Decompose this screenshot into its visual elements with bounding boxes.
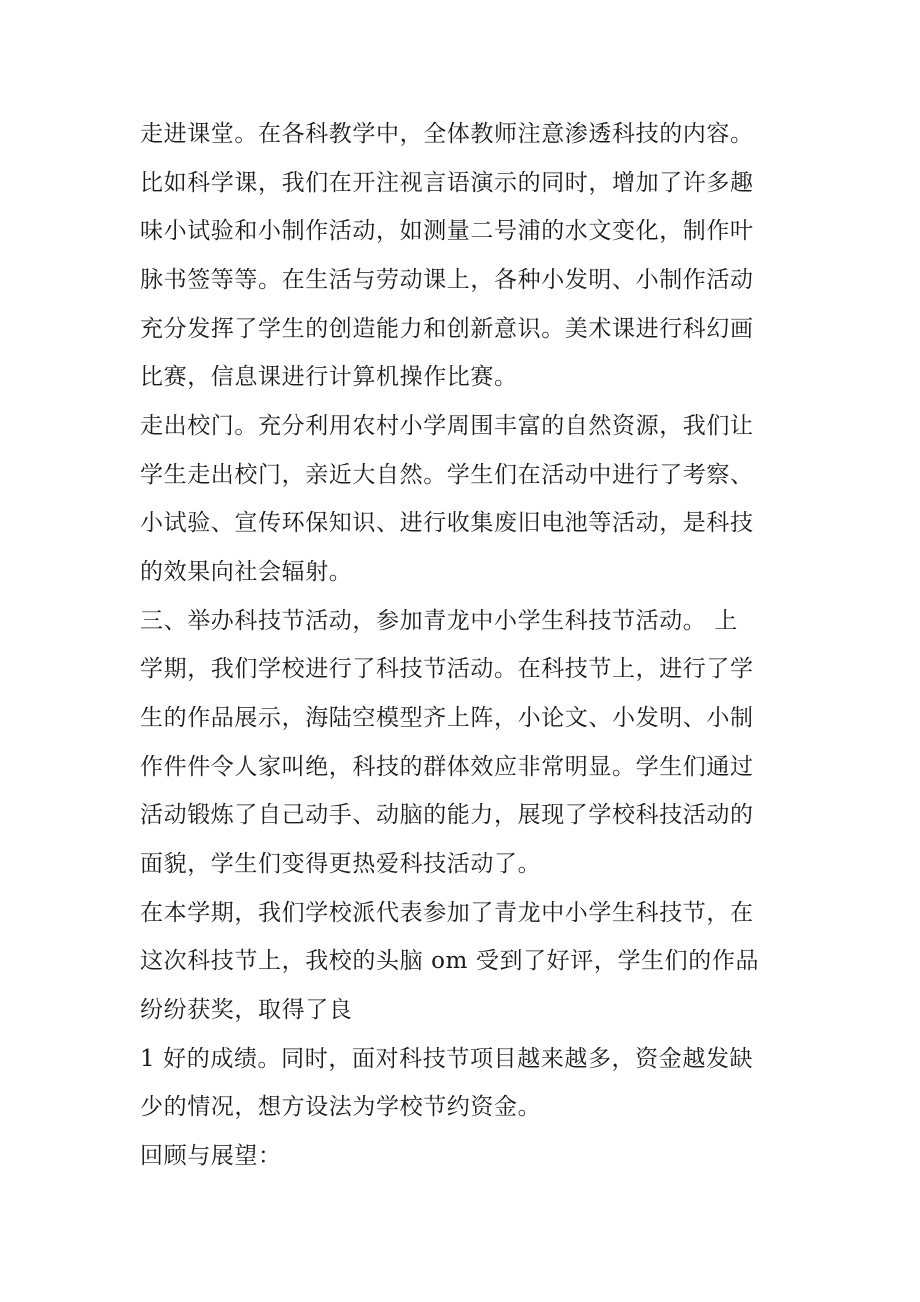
text-line: 的效果向社会辐射。 [140, 559, 353, 585]
text-line: 比赛，信息课进行计算机操作比赛。 [140, 364, 518, 390]
text-line: 学期，我们学校进行了科技节活动。在科技节上，进行了学 [140, 656, 754, 682]
text-line: 这次科技节上，我校的头脑 om 受到了好评，学生们的作品 [140, 948, 760, 974]
text-line: 在本学期，我们学校派代表参加了青龙中小学生科技节，在 [140, 900, 754, 926]
text-line: 纷纷获奖，取得了良 [140, 997, 353, 1023]
text-line: 学生走出校门，亲近大自然。学生们在活动中进行了考察、 [140, 462, 754, 488]
text-line: 三、举办科技节活动，参加青龙中小学生科技节活动。 上 [140, 608, 738, 634]
text-line: 味小试验和小制作活动，如测量二号浦的水文变化，制作叶 [140, 218, 754, 244]
text-line: 生的作品展示，海陆空模型齐上阵，小论文、小发明、小制 [140, 705, 754, 731]
text-line: 作件件令人家叫绝，科技的群体效应非常明显。学生们通过 [140, 754, 754, 780]
text-line: 活动锻炼了自己动手、动脑的能力，展现了学校科技活动的 [140, 802, 754, 828]
text-line: 少的情况，想方设法为学校节约资金。 [140, 1094, 542, 1120]
text-line: 脉书签等等。在生活与劳动课上，各种小发明、小制作活动 [140, 267, 754, 293]
text-line: 回顾与展望： [140, 1143, 282, 1169]
text-line: 1 好的成绩。同时，面对科技节项目越来越多，资金越发缺 [140, 1046, 754, 1072]
text-line: 小试验、宣传环保知识、进行收集废旧电池等活动，是科技 [140, 510, 754, 536]
text-line: 面貌，学生们变得更热爱科技活动了。 [140, 851, 542, 877]
text-line: 充分发挥了学生的创造能力和创新意识。美术课进行科幻画 [140, 316, 754, 342]
text-line: 走出校门。充分利用农村小学周围丰富的自然资源，我们让 [140, 413, 754, 439]
text-line: 走进课堂。在各科教学中，全体教师注意渗透科技的内容。 [140, 121, 754, 147]
text-line: 比如科学课，我们在开注视言语演示的同时，增加了许多趣 [140, 170, 754, 196]
